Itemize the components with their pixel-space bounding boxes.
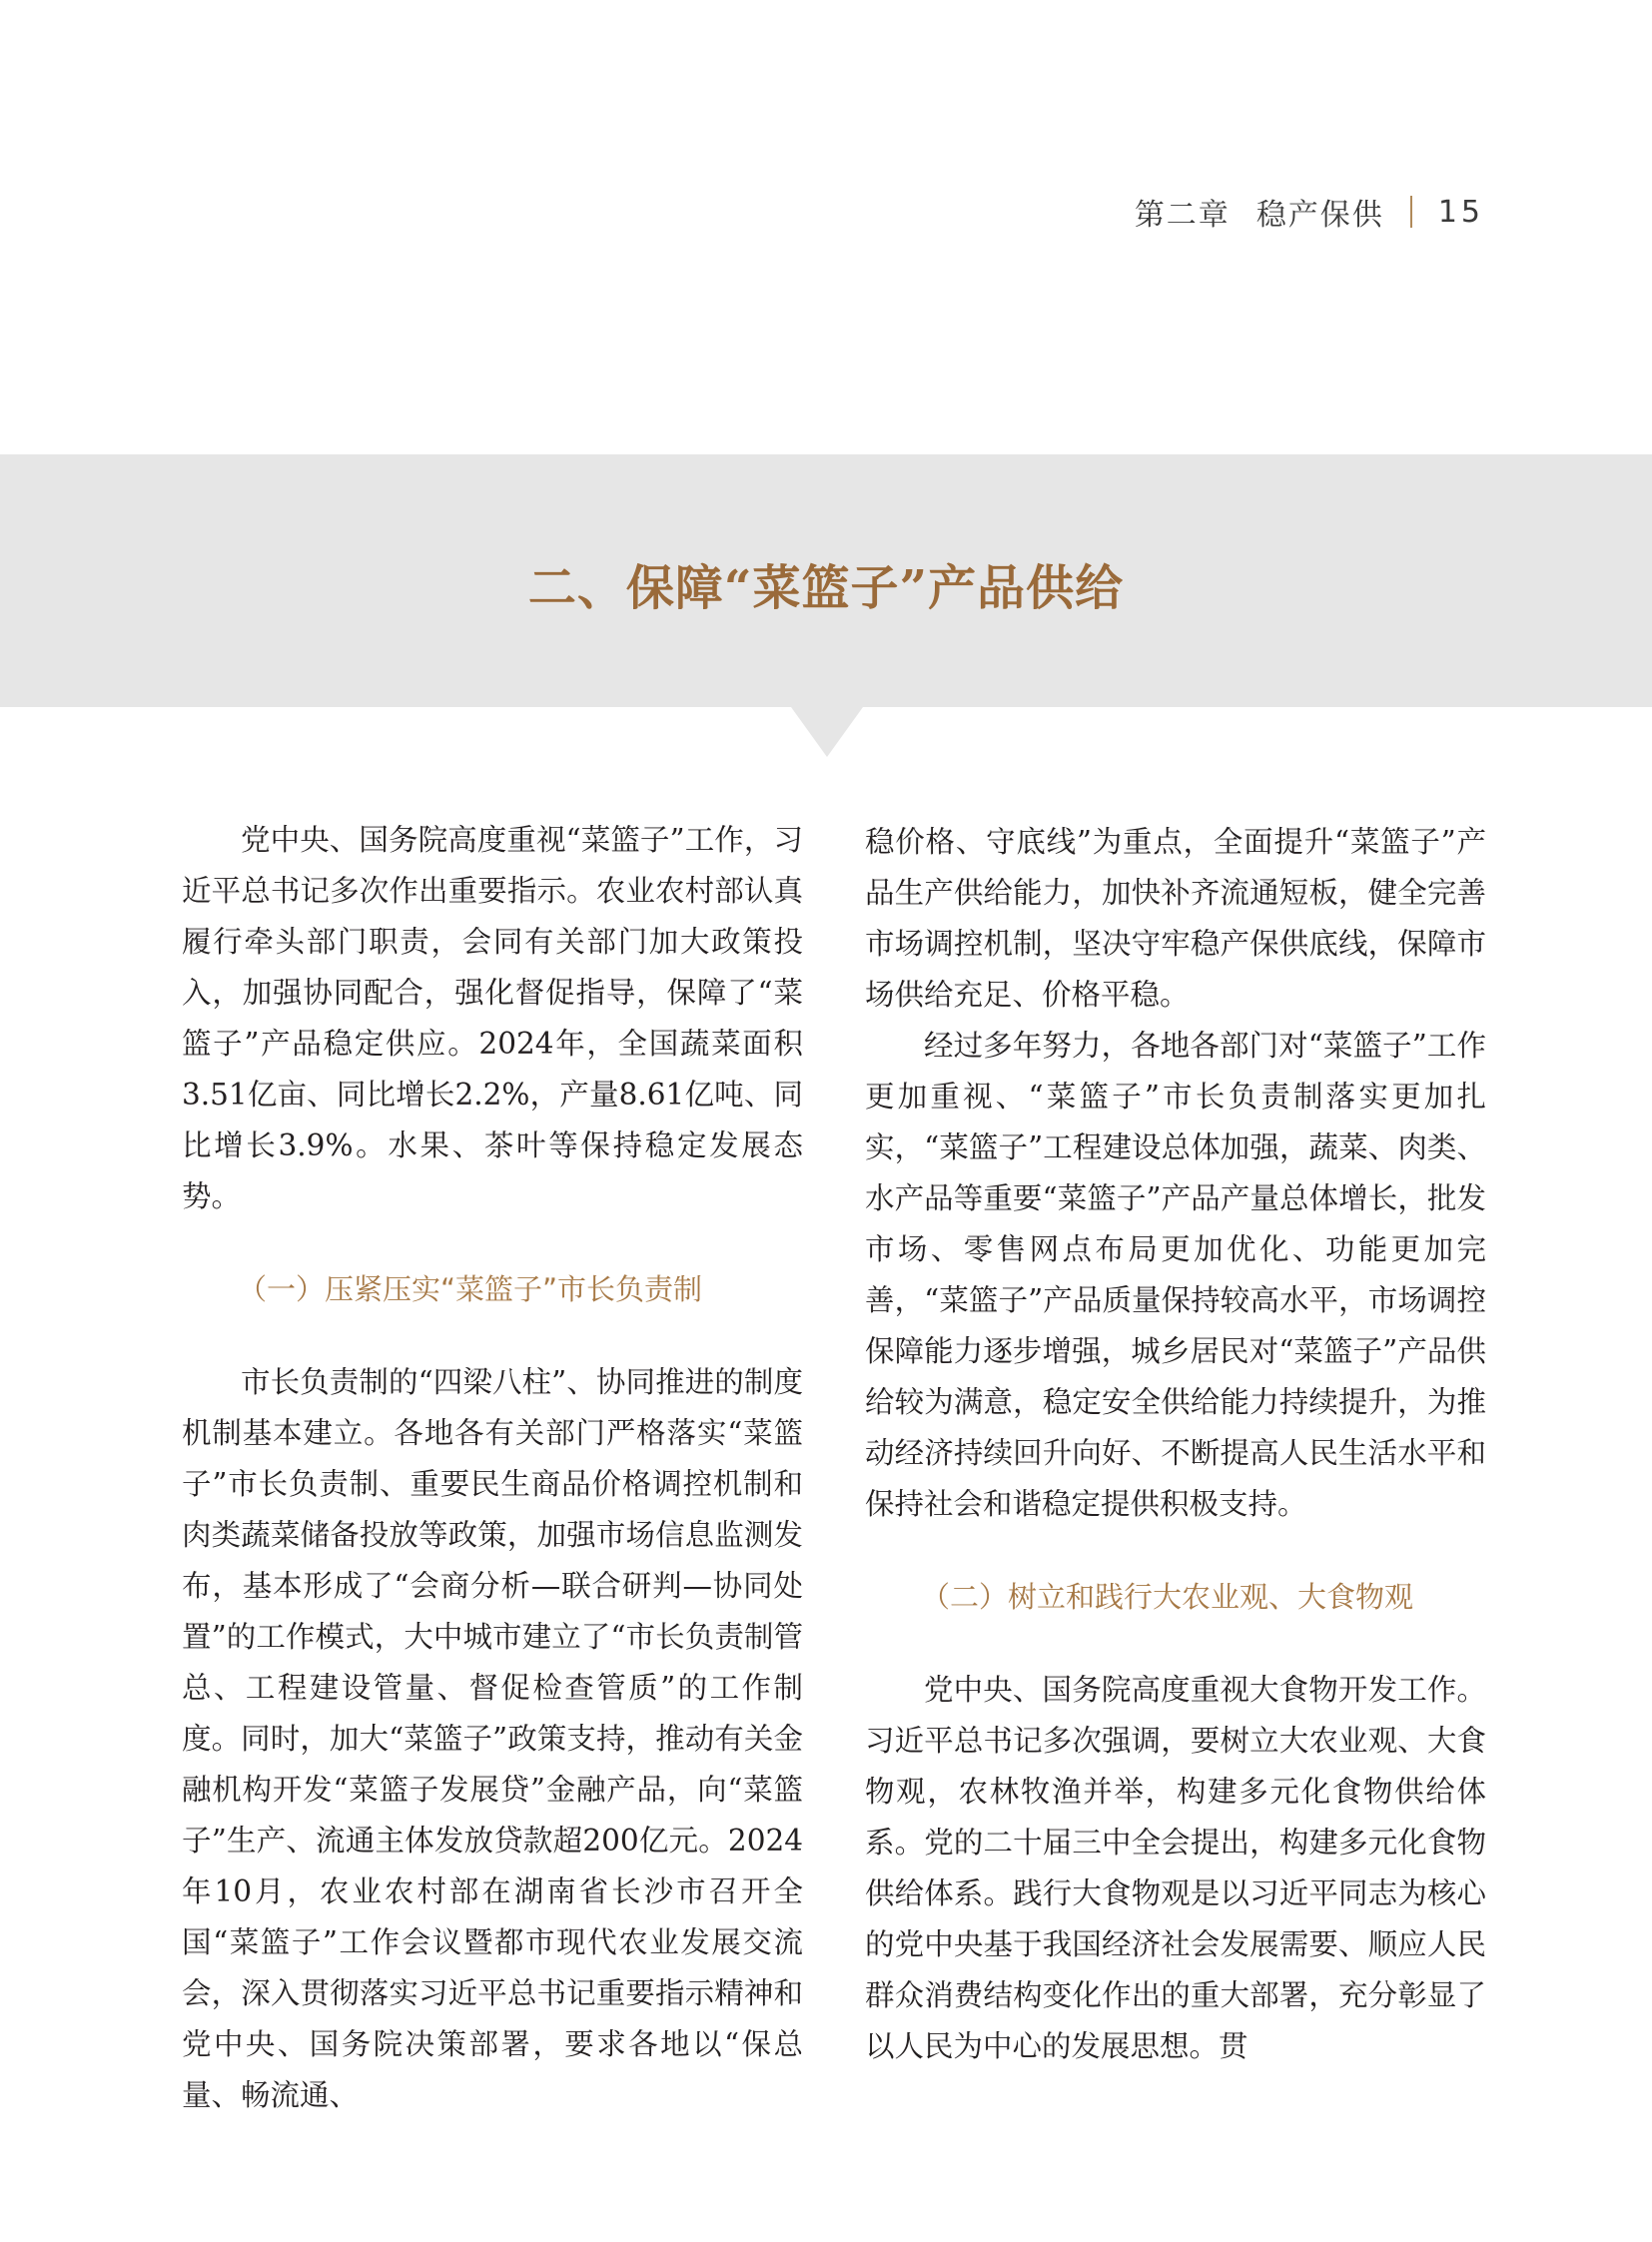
right-column xyxy=(865,817,1486,2072)
chapter-label: 第二章 xyxy=(1134,198,1231,233)
body-paragraph: 市长负责制的“四梁八柱”、协同推进的制度机制基本建立。各地各有关部门严格落实“菜篮子”市长负责制、重要民生商品价格调控机制和肉类蔬菜储备投放等政策，加强市场信息监测发布，基本形成了“会商分析—联合研判—协同处置”的工作模式，大中城市建立了“市长负责制管总、工程建设管量、督促检查管质”的工作制度。同时，加大“菜篮子”政策支持，推动有关金融机构开发“菜篮子发展贷”金融产品，向“菜篮子”生产、流通主体发放贷款超200亿元。2024年10月，农业农村部在湖南省长沙市召开全国“菜篮子”工作会议暨都市现代农业发展交流会，深入贯彻落实习近平总书记重要指示精神和党中央、国务院决策部署，要求各地以“保总量、畅流通、 xyxy=(182,1365,803,2112)
subheading: （一）压紧压实“菜篮子”市长负责制 xyxy=(238,1272,703,1306)
chapter-title: 稳产保供 xyxy=(1255,198,1384,233)
header-divider xyxy=(1410,196,1412,228)
subheading: （二）树立和践行大农业观、大食物观 xyxy=(921,1580,1414,1614)
body-paragraph: 党中央、国务院高度重视“菜篮子”工作，习近平总书记多次作出重要指示。农业农村部认真履行牵头部门职责，会同有关部门加大政策投入，加强协同配合，强化督促指导，保障了“菜篮子”产品稳定供应。2024年，全国蔬菜面积3.51亿亩、同比增长2.2%，产量8.61亿吨、同比增长3.9%。水果、茶叶等保持稳定发展态势。 xyxy=(182,823,803,1213)
page-number: 15 xyxy=(1437,194,1484,230)
body-paragraph: 经过多年努力，各地各部门对“菜篮子”工作更加重视、“菜篮子”市长负责制落实更加扎实，“菜篮子”工程建设总体加强，蔬菜、肉类、水产品等重要“菜篮子”产品产量总体增长，批发市场、零售网点布局更加优化、功能更加完善，“菜篮子”产品质量保持较高水平，市场调控保障能力逐步增强，城乡居民对“菜篮子”产品供给较为满意，稳定安全供给能力持续提升，为推动经济持续回升向好、不断提高人民生活水平和保持社会和谐稳定提供积极支持。 xyxy=(865,1029,1486,1521)
left-column xyxy=(182,815,803,2121)
body-paragraph: 党中央、国务院高度重视大食物开发工作。习近平总书记多次强调，要树立大农业观、大食物观，农林牧渔并举，构建多元化食物供给体系。党的二十届三中全会提出，构建多元化食物供给体系。践行大食物观是以习近平同志为核心的党中央基于我国经济社会发展需要、顺应人民群众消费结构变化作出的重大部署，充分彰显了以人民为中心的发展思想。贯 xyxy=(865,1673,1486,2063)
running-header xyxy=(1135,190,1484,234)
body-paragraph-continued: 稳价格、守底线”为重点，全面提升“菜篮子”产品生产供给能力，加快补齐流通短板，健全完善市场调控机制，坚决守牢稳产保供底线，保障市场供给充足、价格平稳。 xyxy=(865,825,1486,1012)
banner-pointer xyxy=(791,707,863,757)
section-title: 二、保障“菜篮子”产品供给 xyxy=(527,560,1125,616)
